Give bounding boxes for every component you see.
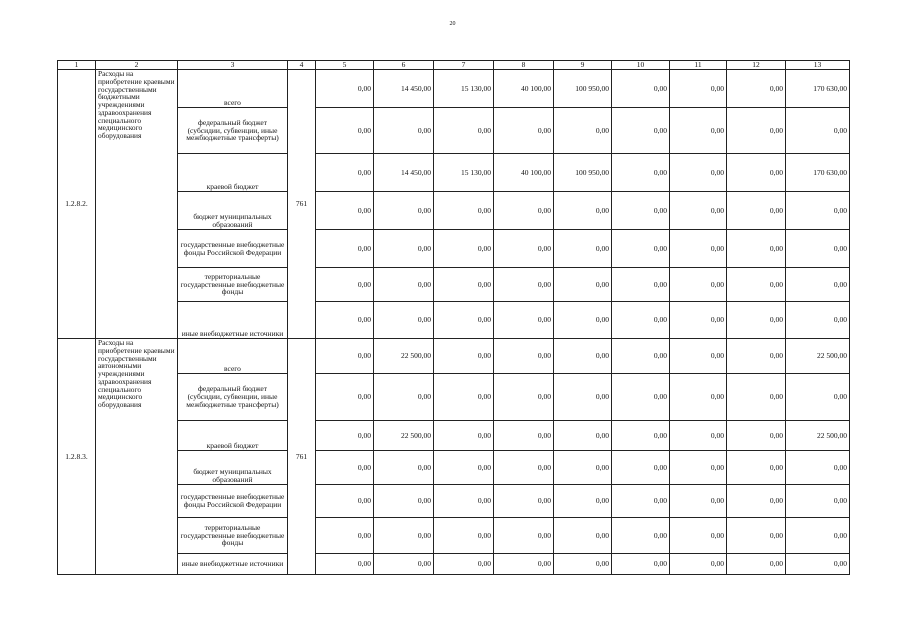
value-cell: 0,00	[727, 70, 786, 108]
value-cell: 0,00	[612, 421, 670, 451]
funding-source: бюджет муниципальных образований	[178, 451, 288, 485]
value-cell: 0,00	[554, 421, 612, 451]
value-cell: 0,00	[494, 485, 554, 518]
value-cell: 0,00	[786, 485, 850, 518]
value-cell: 0,00	[434, 374, 494, 421]
value-cell: 100 950,00	[554, 70, 612, 108]
value-cell: 0,00	[727, 339, 786, 374]
value-cell: 0,00	[554, 451, 612, 485]
value-cell: 0,00	[316, 554, 374, 575]
column-4-value: 761	[288, 339, 316, 575]
header-cell: 10	[612, 61, 670, 70]
header-cell: 9	[554, 61, 612, 70]
header-cell: 1	[58, 61, 96, 70]
value-cell: 0,00	[554, 302, 612, 339]
value-cell: 0,00	[374, 518, 434, 554]
value-cell: 0,00	[316, 485, 374, 518]
value-cell: 0,00	[612, 374, 670, 421]
value-cell: 0,00	[670, 302, 727, 339]
funding-source: бюджет муниципальных образований	[178, 192, 288, 230]
value-cell: 0,00	[612, 154, 670, 192]
value-cell: 0,00	[316, 230, 374, 268]
value-cell: 40 100,00	[494, 154, 554, 192]
table-row	[58, 339, 850, 374]
item-code: 1.2.8.3.	[58, 339, 96, 575]
value-cell: 0,00	[316, 108, 374, 154]
value-cell: 0,00	[494, 302, 554, 339]
value-cell: 0,00	[612, 451, 670, 485]
value-cell: 22 500,00	[374, 421, 434, 451]
header-cell: 4	[288, 61, 316, 70]
value-cell: 0,00	[316, 192, 374, 230]
value-cell: 0,00	[612, 230, 670, 268]
value-cell: 0,00	[494, 518, 554, 554]
value-cell: 0,00	[670, 518, 727, 554]
value-cell: 0,00	[786, 302, 850, 339]
value-cell: 0,00	[434, 518, 494, 554]
value-cell: 0,00	[670, 485, 727, 518]
funding-source: федеральный бюджет (субсидии, субвенции, иные межбюджетные трансферты)	[178, 374, 288, 421]
value-cell: 0,00	[727, 268, 786, 302]
value-cell: 0,00	[316, 374, 374, 421]
value-cell: 0,00	[434, 485, 494, 518]
header-cell: 2	[96, 61, 178, 70]
value-cell: 100 950,00	[554, 154, 612, 192]
value-cell: 0,00	[786, 554, 850, 575]
value-cell: 0,00	[554, 554, 612, 575]
value-cell: 0,00	[316, 154, 374, 192]
value-cell: 0,00	[670, 230, 727, 268]
header-row	[58, 61, 850, 70]
funding-source: иные внебюджетные источники	[178, 554, 288, 575]
value-cell: 0,00	[316, 518, 374, 554]
funding-source: территориальные государственные внебюджетные фонды	[178, 268, 288, 302]
item-description: Расходы на приобретение краевыми государственными бюджетными учреждениями здравоохранения специального медицинского оборудования	[96, 70, 178, 339]
value-cell: 0,00	[494, 268, 554, 302]
value-cell: 0,00	[727, 108, 786, 154]
value-cell: 0,00	[786, 451, 850, 485]
header-cell: 8	[494, 61, 554, 70]
value-cell: 0,00	[727, 192, 786, 230]
value-cell: 0,00	[316, 302, 374, 339]
funding-source: федеральный бюджет (субсидии, субвенции, иные межбюджетные трансферты)	[178, 108, 288, 154]
value-cell: 0,00	[374, 485, 434, 518]
value-cell: 0,00	[670, 374, 727, 421]
value-cell: 170 630,00	[786, 154, 850, 192]
value-cell: 0,00	[316, 421, 374, 451]
value-cell: 0,00	[727, 421, 786, 451]
funding-source: краевой бюджет	[178, 421, 288, 451]
value-cell: 0,00	[612, 268, 670, 302]
value-cell: 0,00	[670, 154, 727, 192]
header-cell: 13	[786, 61, 850, 70]
value-cell: 0,00	[612, 339, 670, 374]
value-cell: 0,00	[434, 230, 494, 268]
value-cell: 0,00	[494, 108, 554, 154]
item-code: 1.2.8.2.	[58, 70, 96, 339]
value-cell: 0,00	[434, 192, 494, 230]
column-4-value: 761	[288, 70, 316, 339]
value-cell: 0,00	[374, 554, 434, 575]
value-cell: 0,00	[727, 374, 786, 421]
value-cell: 0,00	[612, 192, 670, 230]
value-cell: 0,00	[670, 339, 727, 374]
value-cell: 0,00	[554, 230, 612, 268]
funding-source: всего	[178, 70, 288, 108]
value-cell: 0,00	[316, 70, 374, 108]
value-cell: 0,00	[554, 339, 612, 374]
value-cell: 0,00	[670, 108, 727, 154]
value-cell: 0,00	[670, 421, 727, 451]
value-cell: 0,00	[612, 302, 670, 339]
value-cell: 0,00	[434, 108, 494, 154]
value-cell: 0,00	[316, 451, 374, 485]
funding-source: всего	[178, 339, 288, 374]
value-cell: 0,00	[554, 518, 612, 554]
value-cell: 0,00	[670, 554, 727, 575]
value-cell: 0,00	[316, 268, 374, 302]
value-cell: 0,00	[374, 374, 434, 421]
value-cell: 0,00	[670, 451, 727, 485]
header-cell: 5	[316, 61, 374, 70]
value-cell: 0,00	[494, 339, 554, 374]
header-cell: 12	[727, 61, 786, 70]
value-cell: 0,00	[494, 192, 554, 230]
value-cell: 0,00	[554, 108, 612, 154]
value-cell: 0,00	[670, 268, 727, 302]
value-cell: 0,00	[554, 374, 612, 421]
value-cell: 22 500,00	[786, 421, 850, 451]
value-cell: 0,00	[434, 339, 494, 374]
value-cell: 0,00	[494, 451, 554, 485]
value-cell: 0,00	[612, 108, 670, 154]
value-cell: 0,00	[786, 108, 850, 154]
value-cell: 0,00	[612, 485, 670, 518]
header-cell: 11	[670, 61, 727, 70]
value-cell: 0,00	[374, 230, 434, 268]
value-cell: 0,00	[554, 268, 612, 302]
value-cell: 170 630,00	[786, 70, 850, 108]
value-cell: 22 500,00	[786, 339, 850, 374]
value-cell: 0,00	[786, 230, 850, 268]
header-cell: 3	[178, 61, 288, 70]
value-cell: 0,00	[612, 554, 670, 575]
value-cell: 0,00	[786, 192, 850, 230]
budget-table	[57, 60, 850, 575]
value-cell: 0,00	[434, 421, 494, 451]
value-cell: 0,00	[494, 230, 554, 268]
value-cell: 0,00	[494, 554, 554, 575]
value-cell: 15 130,00	[434, 154, 494, 192]
funding-source: государственные внебюджетные фонды Российской Федерации	[178, 230, 288, 268]
value-cell: 0,00	[727, 554, 786, 575]
header-cell: 7	[434, 61, 494, 70]
value-cell: 0,00	[434, 554, 494, 575]
funding-source: иные внебюджетные источники	[178, 302, 288, 339]
item-description: Расходы на приобретение краевыми государственными автономными учреждениями здравоохранения специального медицинского оборудования	[96, 339, 178, 575]
value-cell: 0,00	[434, 268, 494, 302]
value-cell: 0,00	[374, 108, 434, 154]
value-cell: 0,00	[374, 192, 434, 230]
value-cell: 0,00	[727, 154, 786, 192]
value-cell: 14 450,00	[374, 154, 434, 192]
value-cell: 0,00	[494, 374, 554, 421]
page-number: 20	[449, 21, 456, 27]
value-cell: 0,00	[612, 70, 670, 108]
value-cell: 0,00	[727, 230, 786, 268]
value-cell: 0,00	[727, 518, 786, 554]
value-cell: 0,00	[670, 192, 727, 230]
value-cell: 0,00	[670, 70, 727, 108]
value-cell: 0,00	[316, 339, 374, 374]
funding-source: государственные внебюджетные фонды Российской Федерации	[178, 485, 288, 518]
value-cell: 22 500,00	[374, 339, 434, 374]
value-cell: 0,00	[786, 374, 850, 421]
value-cell: 0,00	[612, 518, 670, 554]
value-cell: 0,00	[786, 268, 850, 302]
value-cell: 0,00	[727, 302, 786, 339]
value-cell: 0,00	[727, 485, 786, 518]
value-cell: 0,00	[494, 421, 554, 451]
funding-source: территориальные государственные внебюджетные фонды	[178, 518, 288, 554]
table-row	[58, 70, 850, 108]
value-cell: 0,00	[434, 302, 494, 339]
value-cell: 40 100,00	[494, 70, 554, 108]
value-cell: 0,00	[554, 192, 612, 230]
value-cell: 15 130,00	[434, 70, 494, 108]
funding-source: краевой бюджет	[178, 154, 288, 192]
value-cell: 14 450,00	[374, 70, 434, 108]
header-cell: 6	[374, 61, 434, 70]
value-cell: 0,00	[554, 485, 612, 518]
value-cell: 0,00	[374, 302, 434, 339]
value-cell: 0,00	[727, 451, 786, 485]
value-cell: 0,00	[374, 451, 434, 485]
value-cell: 0,00	[434, 451, 494, 485]
value-cell: 0,00	[786, 518, 850, 554]
value-cell: 0,00	[374, 268, 434, 302]
